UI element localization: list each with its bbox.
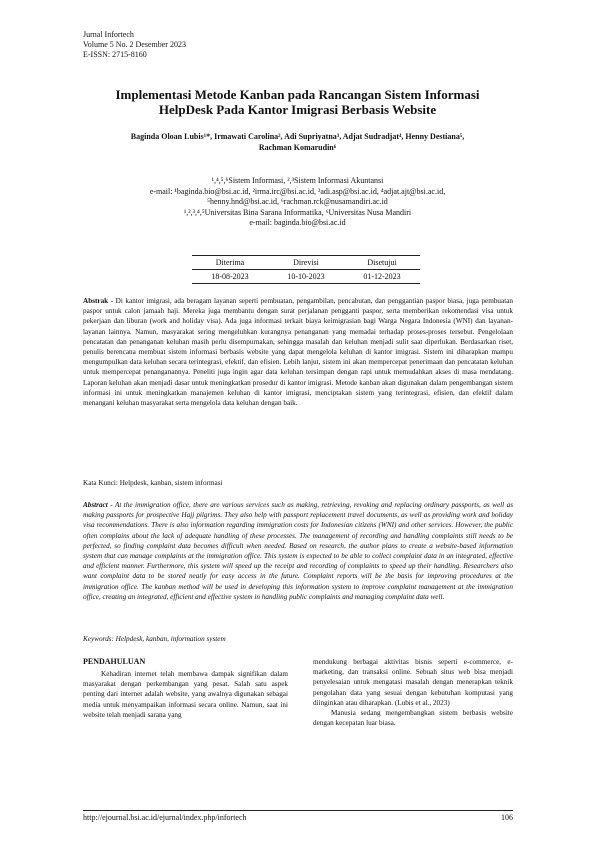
abstract-text: - At the immigration office, there are various services such as making, retrieving, revoking and replacing ordinary passports, as well as making passports for prospective Hajj pilgrims. They also help with passport replacement travel documents, as well as providing work and holiday visa recommendations. There is also information regarding immigration costs for Indonesian citizens (WNI) and other services. However, the public often complains about the lack of adequate handling of these processes. The management of recording and handling complaints still needs to be perfected, so finding complaint data becomes difficult when needed. Based on research, the author plans to create a website-based information system that can manage complaints at the immigration office. This system is expected to be able to collect complaint data in an integrated, effective and efficient manner. Furthermore, this system will speed up the receipt and recording of complaints to speed up their handling. Researchers also want complaint data to be stored neatly for easy access in the future. Complaint reports will be the basis for improving procedures at the immigration office. The kanban method will be used in developing this information system to improve complaint management at the immigration office, creating an integrated, efficient and effective system in handling public complaints and managing complaint data well.: [83, 501, 513, 601]
page-number: 106: [501, 813, 513, 822]
body-column-left: [83, 669, 288, 720]
authors-line-1: Baginda Oloan Lubis¹*, Irmawati Carolina², Adi Supriyatna³, Adjat Sudradjat⁴, Henny Destiana⁵,: [130, 132, 465, 141]
received-date: 18-08-2023: [211, 272, 249, 281]
abstract-label: Abstract: [83, 501, 108, 509]
affiliation-line: e-mail: baginda.bio@bsi.ac.id: [249, 218, 346, 227]
affiliation-line: ⁵henny.hnd@bsi.ac.id, ⁶rachman.rck@nusamandiri.ac.id: [207, 197, 388, 206]
journal-issn: E-ISSN: 2715-8160: [83, 50, 147, 59]
page-footer: [83, 813, 513, 822]
title-line-1: Implementasi Metode Kanban pada Rancangan Sistem Informasi: [115, 87, 480, 102]
section-heading: PENDAHULUAN: [83, 657, 146, 666]
accepted-column: [344, 256, 420, 283]
kata-kunci: Kata Kunci: Helpdesk, kanban, sistem informasi: [83, 479, 223, 487]
abstrak-text: - Di kantor imigrasi, ada beragam layanan seperti pembuatan, pengambilan, pencabutan, dan penggantian paspor biasa, juga pembuatan paspor untuk calon jamaah haji. Mereka juga membantu dengan surat perjalanan pengganti paspor, serta memberikan rekomendasi visa untuk pekerjaan dan liburan (work and holiday visa). Ada juga informasi terkait biaya keimigrasian bagi Warga Negara Indonesia (WNI) dan layanan-layanan lainnya. Namun, masyarakat sering mengeluhkan kurangnya penanganan yang memadai terhadap proses-proses tersebut. Pengelolaan pencatatan dan penanganan keluhan masih perlu disempurnakan, sehingga masalah dan keluhan menjadi sulit saat diperlukan. Berdasarkan riset, penulis berencana membuat sistem informasi berbasis website yang dapat mengelola keluhan di kantor imigrasi. Sistem ini diharapkan mampu mengumpulkan data keluhan secara terintegrasi, efektif, dan efisien. Lebih lanjut, sistem ini akan mempercepat penerimaan dan pencatatan keluhan untuk mempercepat penanganannya. Peneliti juga ingin agar data keluhan tersimpan dengan rapi untuk memudahkan akses di masa mendatang. Laporan keluhan akan menjadi dasar untuk meningkatkan prosedur di kantor imigrasi. Metode kanban akan digunakan dalam pengembangan sistem informasi ini untuk meningkatkan manajemen keluhan di kantor imigrasi, menciptakan sistem yang terintegrasi, efisien, dan efektif dalam menangani keluhan masyarakat serta mengelola data keluhan dengan baik.: [83, 297, 513, 408]
abstrak-paragraph: [83, 296, 513, 408]
revised-column: [268, 256, 344, 283]
paper-title: [70, 87, 525, 117]
keywords: Keywords: Helpdesk, kanban, information system: [83, 635, 226, 643]
journal-name: Jurnal Infortech: [83, 30, 134, 39]
body-paragraph: mendukung berbagai aktivitas bisnis seperti e-commerce, e-marketing, dan transaksi online. Sebuah situs web bisa menjadi penyelesaian untuk mengatasi masalah dengan menerapkan teknik pengolahan data yang sesuai dengan kebutuhan komputasi yang diinginkan atau diharapkan. (Lubis et al., 2023): [313, 658, 513, 707]
accepted-date: 01-12-2023: [363, 272, 401, 281]
body-paragraph: Kehadiran internet telah membawa dampak signifikan dalam masyarakat dengan perkembangan yang pesat. Salah satu aspek penting dari internet adalah website, yang awalnya digunakan sebagai media untuk menyampaikan informasi secara online. Namun, saat ini website telah menjadi sarana yang: [83, 670, 288, 719]
received-label: Diterima: [192, 256, 268, 270]
affiliation-line: ¹,⁴,⁵,⁶Sistem Informasi, ²,³Sistem Informasi Akuntansi: [211, 176, 384, 185]
body-column-right: [313, 657, 513, 728]
submission-dates-table: [192, 255, 420, 284]
affiliation-line: ¹,²,³,⁴,⁵Universitas Bina Sarana Informatika, ⁶Universitas Nusa Mandiri: [183, 207, 412, 217]
affiliation-line: e-mail: ¹baginda.bio@bsi.ac.id, ²irma.irc@bsi.ac.id, ³adi.asp@bsi.ac.id, ⁴adjat.ajt@bsi.ac.id,: [149, 186, 446, 196]
affiliations: [70, 176, 525, 229]
body-paragraph: Manusia sedang mengembangkan sistem berbasis website dengan kecepatan luar biasa.: [313, 709, 513, 728]
abstrak-label: Abstrak: [83, 297, 109, 305]
footer-rule: [83, 810, 513, 811]
title-line-2: HelpDesk Pada Kantor Imigrasi Berbasis Website: [158, 102, 437, 117]
journal-volume: Volume 5 No. 2 Desember 2023: [83, 40, 186, 49]
received-column: [192, 256, 268, 283]
authors-line-2: Rachman Komarudin⁶: [258, 143, 337, 152]
revised-date: 10-10-2023: [287, 272, 325, 281]
journal-header: [83, 30, 186, 60]
abstract-paragraph: [83, 500, 513, 602]
author-list: [70, 131, 525, 153]
journal-url[interactable]: http://ejournal.bsi.ac.id/ejurnal/index.php/infortech: [83, 813, 247, 822]
accepted-label: Disetujui: [344, 256, 420, 270]
revised-label: Direvisi: [268, 256, 344, 270]
